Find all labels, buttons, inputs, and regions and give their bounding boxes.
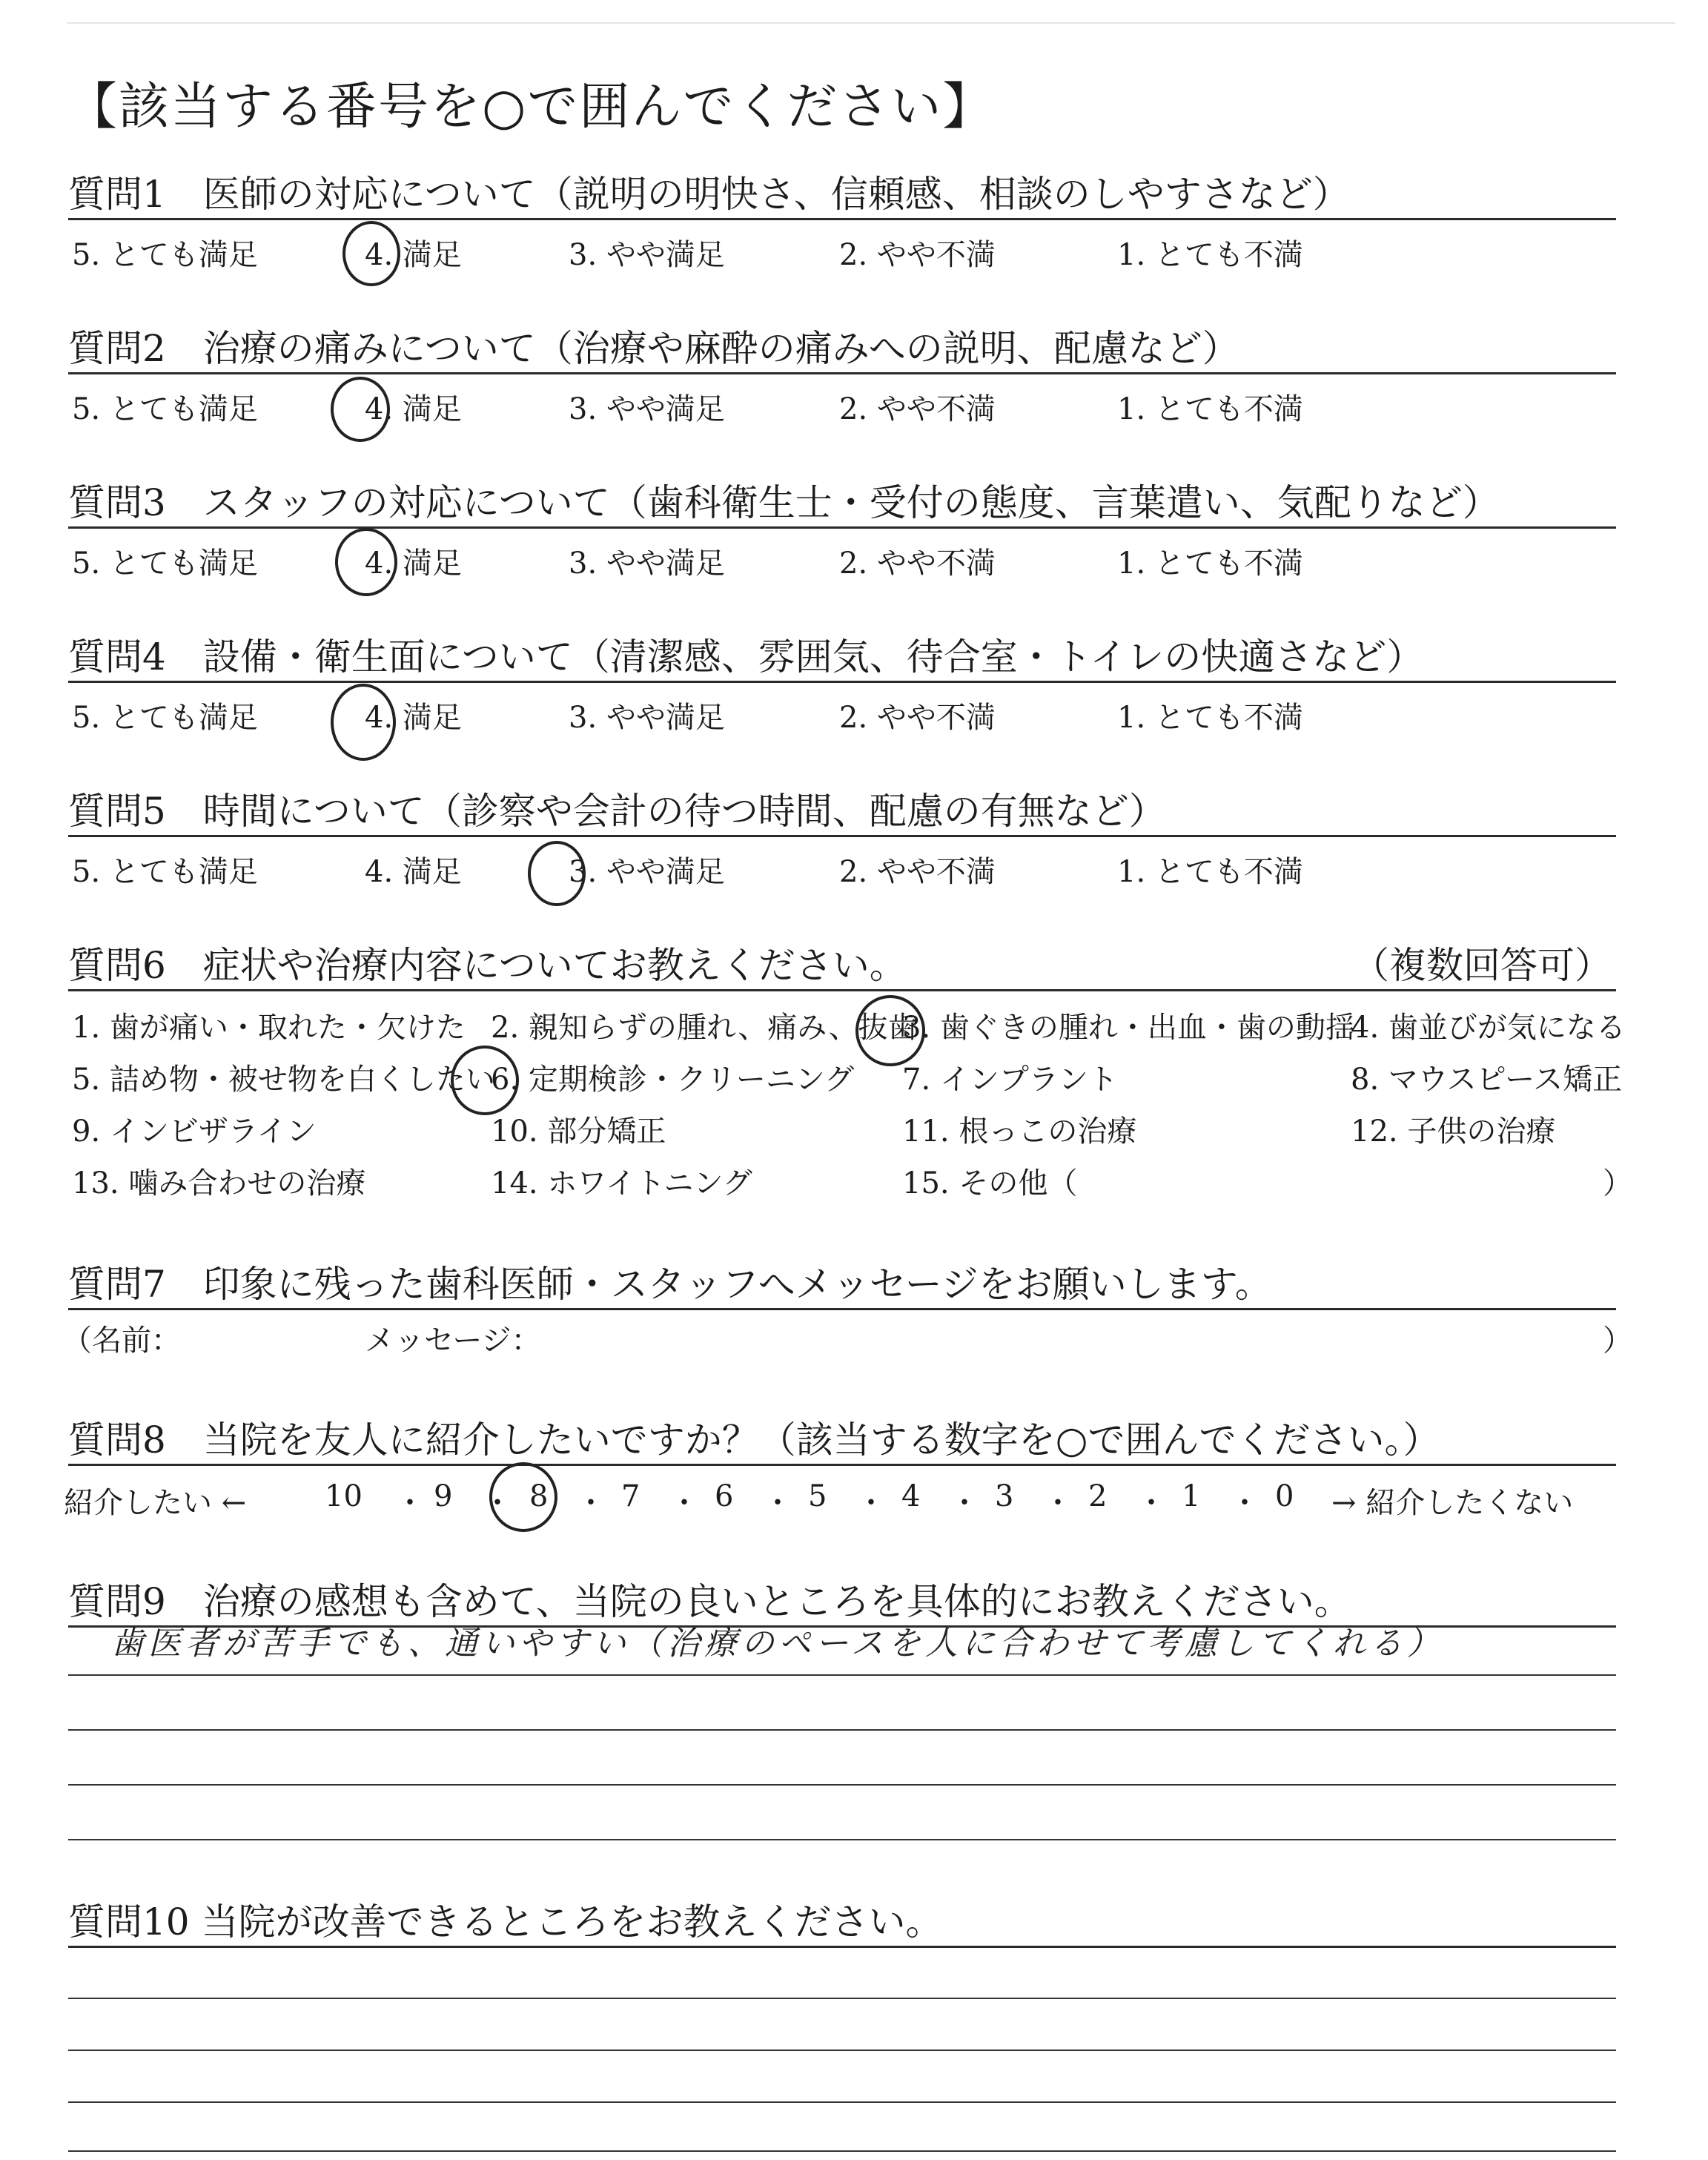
symptom-option-7[interactable]: 7. インプラント	[902, 1063, 1118, 1097]
rating-option-4[interactable]: 4. 満足	[365, 392, 462, 426]
answer-line	[68, 1998, 1616, 1999]
question-label: 質問6 症状や治療内容についてお教えください。	[68, 944, 907, 987]
question-rule	[68, 835, 1616, 837]
question-label: 質問10 当院が改善できるところをお教えください。	[68, 1900, 943, 1943]
scale-dot: ・	[483, 1486, 512, 1520]
rating-option-4[interactable]: 4. 満足	[365, 238, 462, 272]
question-rule	[68, 372, 1616, 374]
rating-option-1[interactable]: 1. とても不満	[1117, 701, 1303, 735]
symptom-option-3[interactable]: 3. 歯ぐきの腫れ・出血・歯の動揺	[902, 1011, 1355, 1045]
answer-circle-mark	[489, 1462, 557, 1532]
scale-value-5[interactable]: 5	[808, 1479, 827, 1513]
rating-option-4[interactable]: 4. 満足	[365, 855, 462, 889]
question-label: 質問2 治療の痛みについて（治療や麻酔の痛みへの説明、配慮など）	[68, 327, 1239, 370]
question-rule	[68, 989, 1616, 991]
answer-line	[68, 1784, 1616, 1786]
question-label: 質問9 治療の感想も含めて、当院の良いところを具体的にお教えください。	[68, 1580, 1351, 1623]
answer-circle-mark	[528, 841, 586, 906]
scale-dot: ・	[669, 1486, 699, 1520]
symptom-option-9[interactable]: 9. インビザライン	[72, 1114, 317, 1149]
answer-circle-mark	[331, 684, 396, 761]
scale-dot: ・	[856, 1486, 886, 1520]
rating-option-3[interactable]: 3. やや満足	[569, 546, 725, 581]
question-label: 質問3 スタッフの対応について（歯科衛生士・受付の態度、言葉遣い、気配りなど）	[68, 481, 1500, 524]
name-field-label[interactable]: （名前：	[62, 1324, 181, 1358]
question-rule	[68, 1464, 1616, 1466]
scale-dot: ・	[395, 1486, 425, 1520]
rating-option-5[interactable]: 5. とても満足	[72, 701, 258, 735]
answer-line	[68, 2101, 1616, 2103]
message-field-label[interactable]: メッセージ：	[365, 1324, 541, 1358]
multiple-answers-note: （複数回答可）	[1352, 944, 1612, 987]
scale-value-9[interactable]: 9	[434, 1479, 453, 1513]
scale-value-3[interactable]: 3	[995, 1479, 1014, 1513]
answer-line	[68, 2050, 1616, 2051]
top-border	[67, 22, 1675, 24]
answer-line	[68, 1839, 1616, 1840]
answer-circle-mark	[331, 377, 390, 442]
scale-dot: ・	[1136, 1486, 1166, 1520]
rating-option-2[interactable]: 2. やや不満	[839, 855, 996, 889]
question-label: 質問4 設備・衛生面について（清潔感、雰囲気、待合室・トイレの快適さなど）	[68, 635, 1424, 678]
rating-option-3[interactable]: 3. やや満足	[569, 392, 725, 426]
page-title: 【該当する番号を○で囲んでください】	[67, 78, 995, 136]
handwritten-answer: 歯医者が苦手でも、通いやすい（治療のペースを人に合わせて考慮してくれる）	[111, 1625, 1444, 1662]
answer-line	[68, 1729, 1616, 1731]
answer-circle-mark	[335, 528, 397, 596]
question-rule	[68, 526, 1616, 529]
recommend-right-label: → 紹介したくない	[1331, 1486, 1574, 1520]
rating-option-3[interactable]: 3. やや満足	[569, 855, 725, 889]
scale-value-2[interactable]: 2	[1088, 1479, 1108, 1513]
rating-option-5[interactable]: 5. とても満足	[72, 392, 258, 426]
rating-option-1[interactable]: 1. とても不満	[1117, 392, 1303, 426]
symptom-option-8[interactable]: 8. マウスピース矯正	[1351, 1063, 1623, 1097]
answer-circle-mark	[855, 995, 925, 1066]
symptom-option-14[interactable]: 14. ホワイトニング	[491, 1166, 752, 1200]
scale-dot: ・	[950, 1486, 979, 1520]
scale-value-4[interactable]: 4	[901, 1479, 921, 1513]
scale-value-6[interactable]: 6	[715, 1479, 734, 1513]
answer-line	[68, 1674, 1616, 1676]
scale-value-0[interactable]: 0	[1275, 1479, 1294, 1513]
recommend-left-label: 紹介したい ←	[64, 1486, 247, 1520]
scale-dot: ・	[763, 1486, 792, 1520]
question-label: 質問7 印象に残った歯科医師・スタッフへメッセージをお願いします。	[68, 1263, 1272, 1306]
rating-option-5[interactable]: 5. とても満足	[72, 238, 258, 272]
scale-dot: ・	[1043, 1486, 1073, 1520]
rating-option-4[interactable]: 4. 満足	[365, 546, 462, 581]
rating-option-1[interactable]: 1. とても不満	[1117, 238, 1303, 272]
symptom-option-12[interactable]: 12. 子供の治療	[1351, 1114, 1556, 1149]
scale-value-7[interactable]: 7	[621, 1479, 640, 1513]
scale-value-8[interactable]: 8	[529, 1479, 549, 1513]
symptom-option-11[interactable]: 11. 根っこの治療	[902, 1114, 1137, 1149]
rating-option-2[interactable]: 2. やや不満	[839, 392, 996, 426]
rating-option-2[interactable]: 2. やや不満	[839, 546, 996, 581]
rating-option-3[interactable]: 3. やや満足	[569, 238, 725, 272]
message-close-paren: ）	[1603, 1324, 1632, 1358]
question-rule	[68, 1946, 1616, 1948]
question-label: 質問5 時間について（診察や会計の待つ時間、配慮の有無など）	[68, 790, 1166, 833]
scale-dot: ・	[1230, 1486, 1260, 1520]
question-label: 質問8 当院を友人に紹介したいですか？（該当する数字を○で囲んでください。）	[68, 1418, 1440, 1462]
scale-value-1[interactable]: 1	[1182, 1479, 1201, 1513]
rating-option-1[interactable]: 1. とても不満	[1117, 855, 1303, 889]
scale-value-10[interactable]: 10	[325, 1479, 363, 1513]
symptom-option-1[interactable]: 1. 歯が痛い・取れた・欠けた	[72, 1011, 466, 1045]
rating-option-2[interactable]: 2. やや不満	[839, 701, 996, 735]
symptom-option-13[interactable]: 13. 噛み合わせの治療	[72, 1166, 366, 1200]
rating-option-5[interactable]: 5. とても満足	[72, 855, 258, 889]
question-rule	[68, 218, 1616, 220]
answer-line	[68, 2150, 1616, 2152]
rating-option-2[interactable]: 2. やや不満	[839, 238, 996, 272]
question-rule	[68, 1308, 1616, 1310]
answer-circle-mark	[451, 1046, 519, 1115]
scale-dot: ・	[576, 1486, 606, 1520]
rating-option-5[interactable]: 5. とても満足	[72, 546, 258, 581]
question-rule	[68, 681, 1616, 683]
other-close-paren: ）	[1603, 1166, 1632, 1200]
rating-option-1[interactable]: 1. とても不満	[1117, 546, 1303, 581]
symptom-option-4[interactable]: 4. 歯並びが気になる	[1351, 1011, 1626, 1045]
symptom-option-10[interactable]: 10. 部分矯正	[491, 1114, 666, 1149]
question-label: 質問1 医師の対応について（説明の明快さ、信頼感、相談のしやすさなど）	[68, 173, 1350, 216]
rating-option-3[interactable]: 3. やや満足	[569, 701, 725, 735]
symptom-option-6[interactable]: 6. 定期検診・クリーニング	[491, 1063, 855, 1097]
answer-circle-mark	[342, 221, 400, 286]
symptom-option-2[interactable]: 2. 親知らずの腫れ、痛み、抜歯	[491, 1011, 918, 1045]
symptom-option-15[interactable]: 15. その他（	[902, 1166, 1078, 1200]
symptom-option-5[interactable]: 5. 詰め物・被せ物を白くしたい	[72, 1063, 495, 1097]
rating-option-4[interactable]: 4. 満足	[365, 701, 462, 735]
